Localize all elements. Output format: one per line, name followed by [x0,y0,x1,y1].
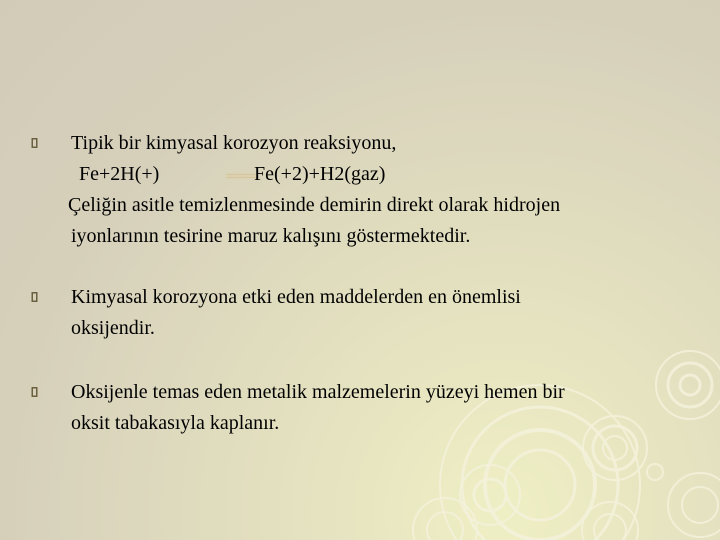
bullet-text-line: oksijendir. [71,317,155,339]
square-bullet-icon [30,386,39,398]
bullet-text-line: oksit tabakasıyla kaplanır. [71,412,280,434]
reaction-equation [30,159,690,190]
bullet-text-line: Oksijenle temas eden metalik malzemelerin yüzeyi hemen bir [71,381,565,403]
slide-content [30,128,690,439]
bullet-text-line: Çeliğin asitle temizlenmesinde demirin direkt olarak hidrojen [68,194,561,216]
bullet-item-2 [30,282,690,344]
square-bullet-icon [30,291,39,303]
equation-reactants: Fe+2H(+) [79,163,160,185]
bullet-text-line: Tipik bir kimyasal korozyon reaksiyonu, [71,132,397,154]
bullet-text-line: iyonlarının tesirine maruz kalışını göstermektedir. [71,225,471,247]
bullet-item-3 [30,377,690,439]
square-bullet-icon [30,137,39,149]
bullet-text-line: Kimyasal korozyona etki eden maddelerden en önemlisi [71,286,521,308]
bullet-item-1 [30,128,690,159]
equation-products: Fe(+2)+H2(gaz) [254,163,386,185]
